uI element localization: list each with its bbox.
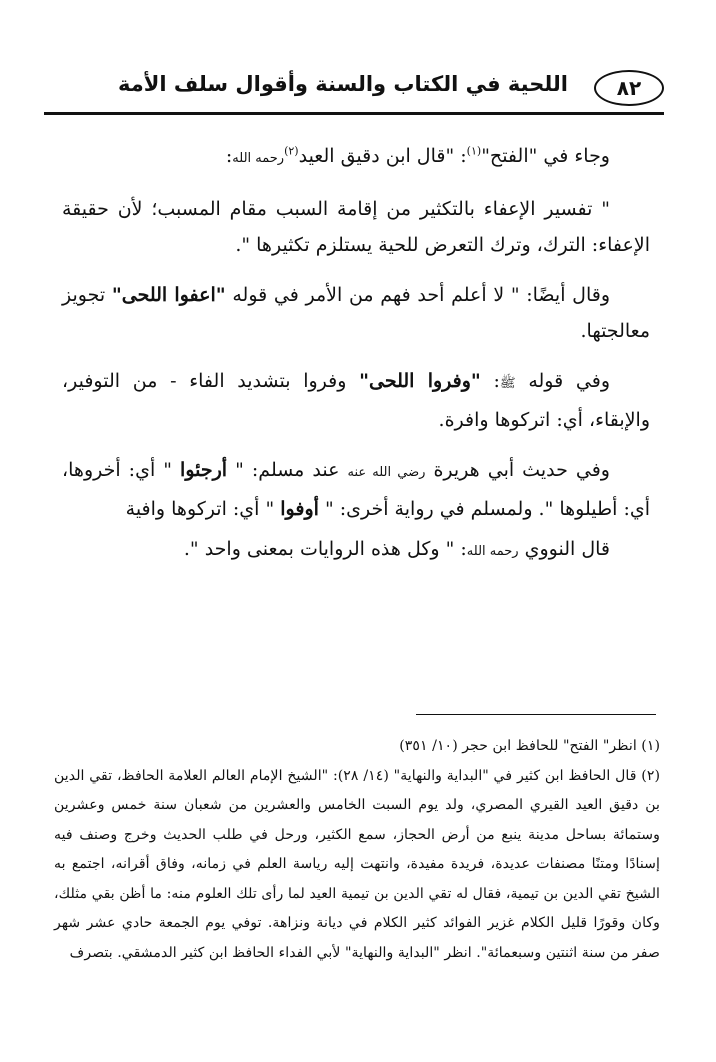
hadith-quote: "اعفوا اللحى" [111, 284, 226, 306]
text-run: " أي: أخروها، أي: أطيلوها ". ولمسلم في رواية أخرى: " [62, 459, 650, 520]
text-run: : [480, 370, 500, 392]
footnote-ref-2[interactable]: (٢) [284, 144, 299, 158]
footnote-1 [54, 732, 660, 762]
footnotes [54, 732, 660, 968]
text-run: وفي قوله [515, 370, 610, 392]
hadith-quote: "وفروا اللحى" [359, 370, 481, 392]
text-run: عند مسلم: " [227, 459, 348, 481]
paragraph-6 [62, 531, 650, 570]
hadith-word: أرجئوا [180, 459, 228, 481]
footnote-number: (١) [641, 738, 660, 754]
paragraph-5 [62, 452, 650, 527]
text-run: وفروا بتشديد الفاء - من التوفير، والإبقاء، أي: اتركوها وافرة. [62, 370, 650, 431]
text-run: وقال أيضًا: " لا أعلم أحد فهم من الأمر في قوله [225, 284, 611, 306]
header-divider [44, 112, 664, 115]
footnote-ref-1[interactable]: (١) [466, 144, 482, 158]
hadith-word: أوفوا [280, 498, 319, 520]
running-title: اللحية في الكتاب والسنة وأقوال سلف الأمة [117, 72, 568, 96]
page-number: ٨٢ [594, 70, 664, 106]
footnote-text: قال الحافظ ابن كثير في "البداية والنهاية" (١٤/ ٢٨): "الشيخ الإمام العالم العلامة الحافظ، تقي الدين بن دقيق العيد القيري المصري، ولد يوم السبت الخامس والعشرين من شعبان سنة خمس وعشرين وستمائة بساحل مدينة ينبع من أرض الحجاز، سمع الكثير، ورحل في طلب الحديث وخرج وصنف فيه إسنادًا ومتنًا مصنفات عديدة، فريدة مفيدة، وانتهت إليه رياسة العلم في زمانه، وفاق أقرانه، اجتمع به الشيخ تقي الدين بن تيمية، فقال له تقي الدين بن تيمية العيد لما رأى تلك العلوم منه: ما أظن بقي مثلك، وكان وقورًا قليل الكلام غزير الفوائد كثير الكلام في ديانة ونزاهة. توفي يوم الجمعة حادي عشر شهر صفر من سنة اثنتين وسبعمائة". انظر "البداية والنهاية" لأبي الفداء الحافظ ابن كثير الدمشقي. بتصرف [54, 767, 660, 961]
paragraph-3 [62, 277, 650, 349]
text-run: : "قال ابن دقيق العيد [298, 145, 467, 167]
footnote-number: (٢) [641, 767, 660, 784]
text-run: تجويز معالجتها. [62, 284, 650, 342]
honorific-glyph: رحمه الله [466, 544, 519, 559]
text-run: وفي حديث أبي هريرة [425, 459, 610, 481]
page-header [44, 66, 664, 118]
text-run: وجاء في "الفتح" [481, 145, 610, 167]
honorific-glyph: رضي الله عنه [347, 465, 426, 480]
main-text [62, 138, 650, 584]
text-run: قال النووي [518, 538, 610, 560]
paragraph-2: " تفسير الإعفاء بالتكثير من إقامة السبب مقام المسبب؛ لأن حقيقة الإعفاء: الترك، وترك التعرض للحية يستلزم تكثيرها ". [62, 198, 650, 256]
footnote-text: انظر" الفتح" للحافظ ابن حجر (١٠/ ٣٥١) [399, 738, 637, 754]
footnote-divider [416, 714, 656, 715]
honorific-glyph: ﷺ [499, 376, 516, 391]
paragraph-1 [62, 138, 650, 177]
paragraph-4 [62, 363, 650, 438]
honorific-glyph: رحمه الله [232, 151, 285, 166]
text-run: : [225, 145, 233, 167]
footnote-2 [54, 762, 660, 969]
text-run: " أي: اتركوها وافية [125, 498, 281, 520]
text-run: : " وكل هذه الروايات بمعنى واحد ". [183, 538, 467, 560]
